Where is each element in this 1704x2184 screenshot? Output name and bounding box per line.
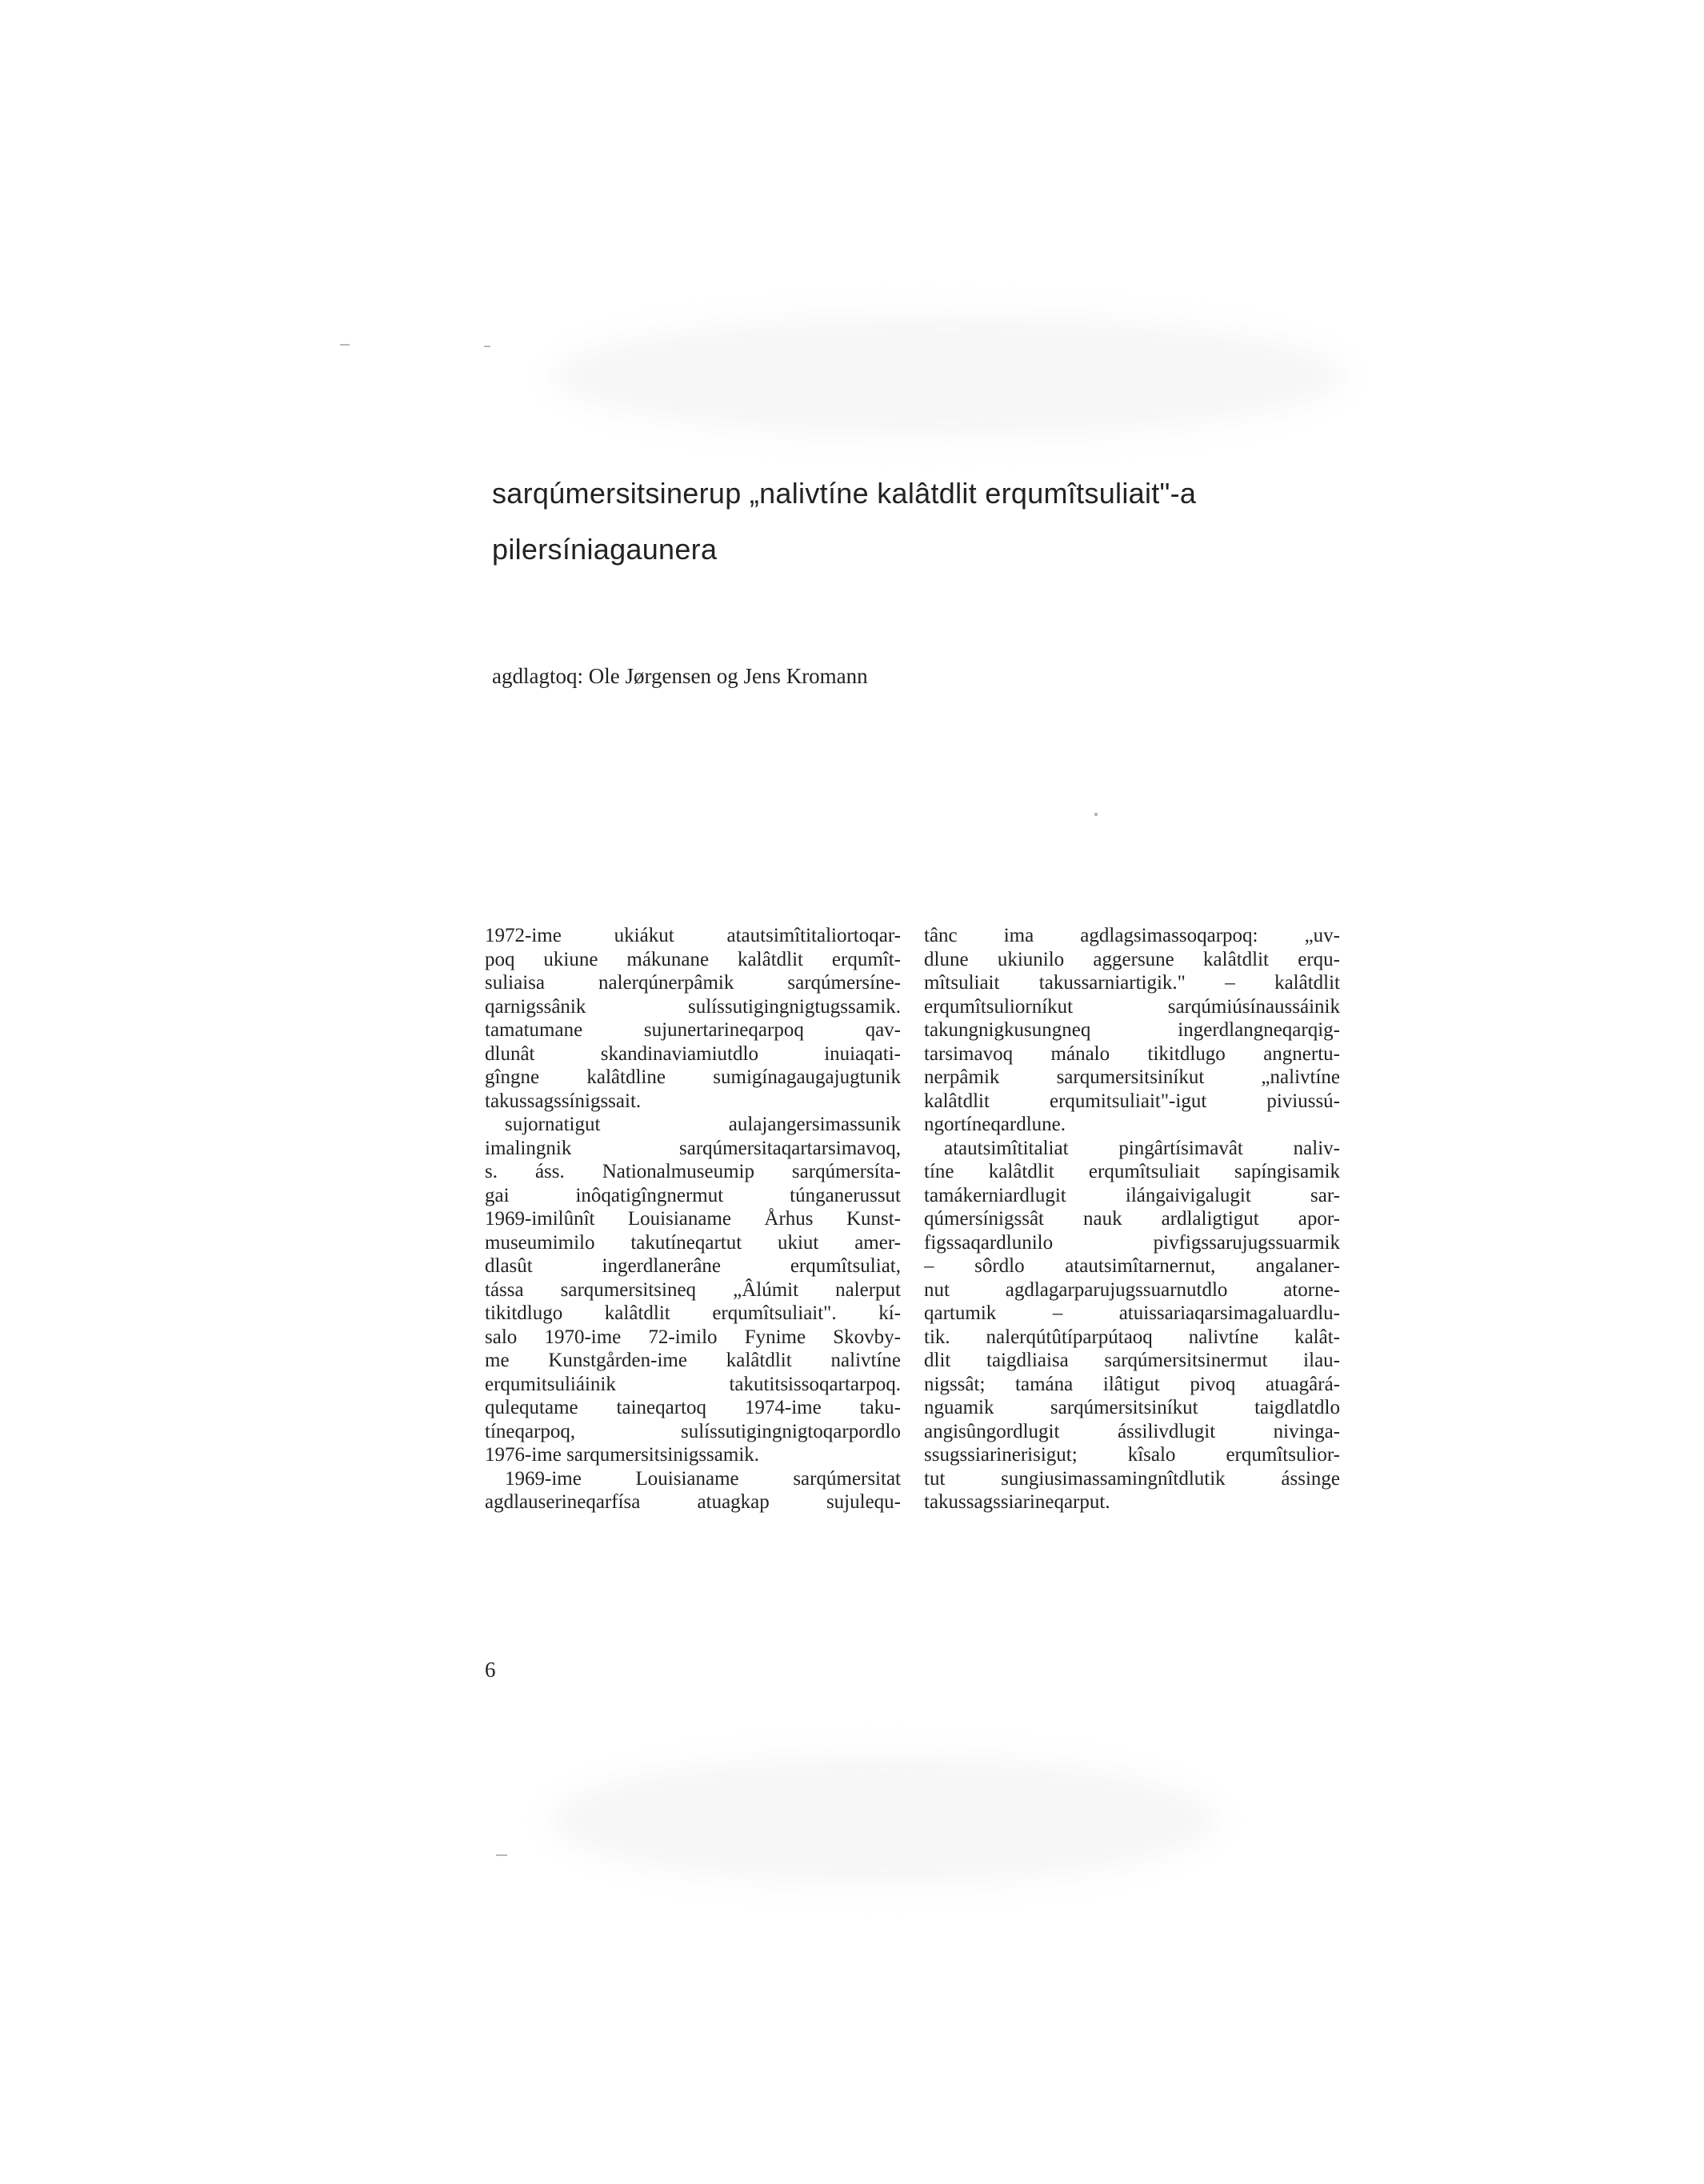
scan-smudge-bottom: [552, 1756, 1216, 1884]
body-text-line: tarsimavoq mánalo tikitdlugo angnertu-: [924, 1042, 1340, 1065]
text-column-left: [485, 924, 901, 1514]
body-text-line: nigssât; tamána ilâtigut pivoq atuagârá-: [924, 1373, 1340, 1395]
body-text-line: museumimilo takutíneqartut ukiut amer-: [485, 1231, 901, 1254]
scan-speck: [340, 344, 350, 346]
body-text-line: sujornatigut aulajangersimassunik: [505, 1114, 901, 1135]
body-text-line: tik. nalerqútûtíparpútaoq nalivtíne kalât-: [924, 1326, 1340, 1348]
body-text-line: 1969-imilûnît Louisianame Århus Kunst-: [485, 1208, 901, 1230]
body-text-line: nguamik sarqúmersitsiníkut taigdlatdlo: [924, 1397, 1340, 1418]
body-text-line: erqumîtsuliorníkut sarqúmiúsínaussáinik: [924, 995, 1340, 1018]
body-text-line: tássa sarqumersitsineq „Âlúmit nalerput: [485, 1278, 901, 1301]
body-text-line: qartumik – atuissariaqarsimagaluardlu-: [924, 1302, 1340, 1324]
body-text-line: takungnigkusungneq ingerdlangneqarqig-: [924, 1019, 1340, 1041]
body-text-line: dlunât skandinaviamiutdlo inuiaqati-: [485, 1042, 901, 1065]
scan-speck: [496, 1854, 507, 1856]
body-text-line: qúmersínigssât nauk ardlaligtigut apor-: [924, 1208, 1340, 1230]
article-title-line-1: sarqúmersitsinerup „nalivtíne kalâtdlit erqumîtsuliait"-a: [492, 477, 1197, 510]
body-text-line: suliaisa nalerqúnerpâmik sarqúmersíne-: [485, 972, 901, 994]
body-text-line: gîngne kalâtdline sumigínagaugajugtunik: [485, 1066, 901, 1088]
body-text-line: ssugssiarinerisigut; kîsalo erqumîtsulior-: [924, 1444, 1340, 1466]
article-title-line-2: pilersíniagaunera: [492, 533, 718, 566]
body-text-line: takussagssiarineqarput.: [924, 1491, 1110, 1513]
body-text-line: s. áss. Nationalmuseumip sarqúmersíta-: [485, 1161, 901, 1182]
body-text-line: tânc ima agdlagsimassoqarpoq: „uv-: [924, 925, 1340, 946]
body-text-line: dlasût ingerdlanerâne erqumîtsuliat,: [485, 1255, 901, 1277]
body-text-line: nerpâmik sarqumersitsiníkut „nalivtíne: [924, 1066, 1340, 1088]
body-text-line: – sôrdlo atautsimîtarnernut, angalaner-: [924, 1255, 1340, 1277]
body-text-line: tamákerniardlugit ilángaivigalugit sar-: [924, 1184, 1340, 1206]
body-text-line: nut agdlagarparujugssuarnutdlo atorne-: [924, 1278, 1340, 1301]
body-text-line: dlune ukiunilo aggersune kalâtdlit erqu-: [924, 948, 1340, 970]
scan-smudge-top: [552, 316, 1344, 436]
scan-speck: [1094, 813, 1098, 816]
body-text-line: qarnigssânik sulíssutigingnigtugssamik.: [485, 995, 901, 1018]
text-column-right: [924, 924, 1340, 1514]
body-text-line: qulequtame taineqartoq 1974-ime taku-: [485, 1397, 901, 1418]
body-text-line: kalâtdlit erqumitsuliait"-igut piviussú-: [924, 1090, 1340, 1112]
body-text-line: tut sungiusimassamingnîtdlutik ássinge: [924, 1467, 1340, 1490]
article-byline: agdlagtoq: Ole Jørgensen og Jens Kromann: [492, 664, 868, 688]
body-text-line: ngortíneqardlune.: [924, 1114, 1066, 1135]
body-text-line: angisûngordlugit ássilivdlugit nivinga-: [924, 1420, 1340, 1442]
body-text-line: atautsimîtitaliat pingârtísimavât naliv-: [944, 1137, 1340, 1159]
body-text-line: imalingnik sarqúmersitaqartarsimavoq,: [485, 1137, 901, 1159]
page-number: 6: [485, 1658, 496, 1682]
body-text-line: figssaqardlunilo pivfigssarujugssuarmik: [924, 1231, 1340, 1254]
body-text-line: tíneqarpoq, sulíssutigingnigtoqarpordlo: [485, 1420, 901, 1442]
scan-speck: [484, 346, 490, 347]
body-text-line: tikitdlugo kalâtdlit erqumîtsuliait". kí-: [485, 1302, 901, 1324]
body-text-line: tamatumane sujunertarineqarpoq qav-: [485, 1019, 901, 1041]
body-text-line: 1972-ime ukiákut atautsimîtitaliortoqar-: [485, 925, 901, 946]
body-text-line: mîtsuliait takussarniartigik." – kalâtdlit: [924, 972, 1340, 994]
body-text-line: takussagssínigssait.: [485, 1090, 642, 1112]
body-text-line: 1976-ime sarqumersitsinigssamik.: [485, 1444, 760, 1466]
body-text-line: poq ukiune mákunane kalâtdlit erqumît-: [485, 948, 901, 970]
body-text-line: me Kunstgården-ime kalâtdlit nalivtíne: [485, 1350, 901, 1371]
body-text-line: erqumitsuliáinik takutitsissoqartarpoq.: [485, 1373, 901, 1395]
body-text-line: salo 1970-ime 72-imilo Fynime Skovby-: [485, 1326, 901, 1348]
body-text-line: tíne kalâtdlit erqumîtsuliait sapíngisamik: [924, 1161, 1340, 1182]
body-text-line: 1969-ime Louisianame sarqúmersitat: [505, 1467, 901, 1490]
body-text-line: agdlauserineqarfísa atuagkap sujulequ-: [485, 1491, 901, 1513]
body-text-line: gai inôqatigîngnermut túnganerussut: [485, 1184, 901, 1206]
body-text-line: dlit taigdliaisa sarqúmersitsinermut ilau-: [924, 1350, 1340, 1371]
